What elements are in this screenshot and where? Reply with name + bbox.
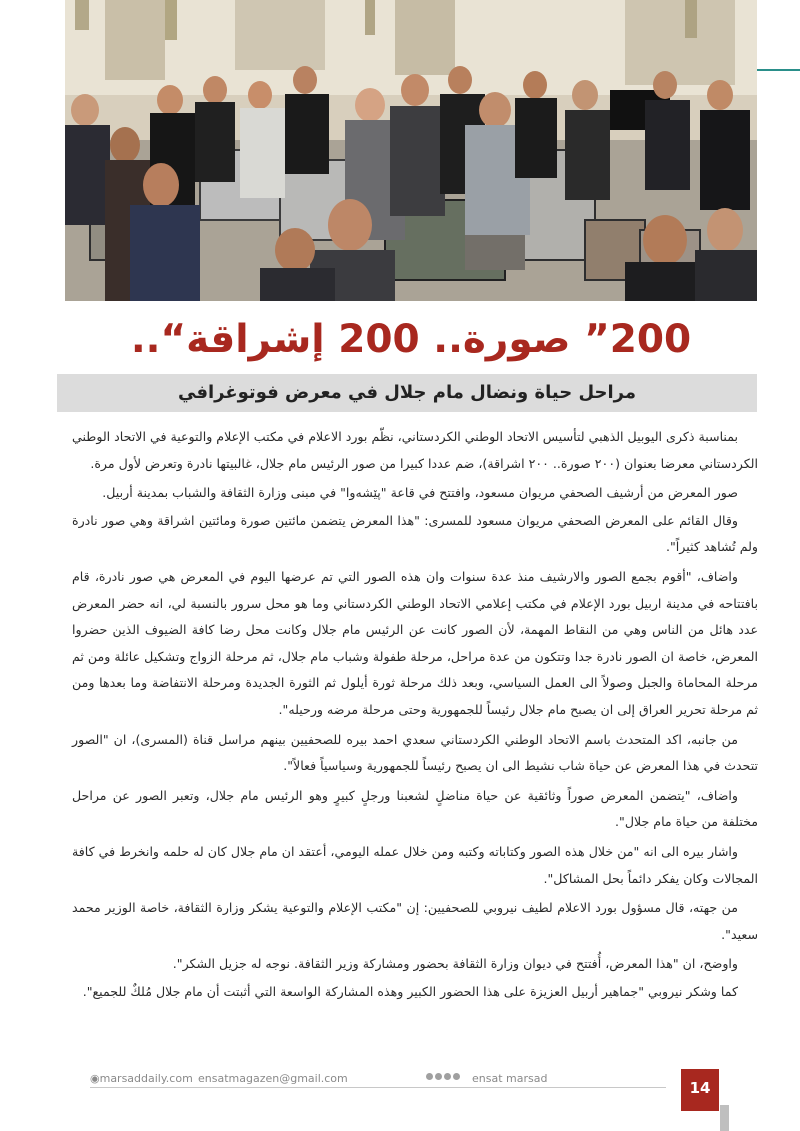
paragraph: صور المعرض من أرشيف الصحفي مريوان مسعود، وافتتح في قاعة "پێشەوا" في مبنى وزارة الثقافة والشباب بمدينة أربيل.	[102, 485, 738, 501]
facebook-icon[interactable]	[426, 1073, 433, 1080]
article-body	[72, 424, 758, 1008]
article-subheading: مراحل حياة ونضال مام جلال في معرض فوتوغرافي	[177, 382, 637, 403]
decorative-rule	[757, 69, 800, 71]
footer-email[interactable]: ensatmagazen@gmail.com	[198, 1072, 348, 1085]
paragraph: من جهته، قال مسؤول بورد الاعلام لطيف نيروبي للصحفيين: إن "مكتب الإعلام والتوعية يشكر وزارة الثقافة، خاصة الوزير محمد سعيد".	[72, 900, 758, 942]
paragraph: واشار بيره الى انه "من خلال هذه الصور وكتاباته وكتبه ومن خلال عمله اليومي، أعتقد ان مام جلال كان له حلمه وانخرط في كافة المجالات وكان يفكر دائماً بحل المشاكل".	[72, 843, 758, 886]
paragraph: بمناسبة ذكرى اليوبيل الذهبي لتأسيس الاتحاد الوطني الكردستاني، نظّم بورد الاعلام في مكتب الإعلام والتوعية في الاتحاد الوطني الكردستاني معرضا بعنوان (٢٠٠ صورة.. ٢٠٠ اشراقة)، ضم عددا كبيرا من صور الرئيس مام جلال، غالبيتها نادرة وتعرض لأول مرة.	[72, 429, 758, 471]
paragraph: واضاف، "يتضمن المعرض صوراً وثائقية عن حياة مناضلٍ لشعبنا ورجلٍ كبيرٍ وهو الرئيس مام جلال، وتعبر الصور عن مراحل مختلفة من حياة مام جلال".	[72, 787, 758, 830]
paragraph: وقال القائم على المعرض الصحفي مريوان مسعود للمسرى: "هذا المعرض يتضمن مائتين صورة ومائتين اشراقة وهي صور نادرة ولم تُشاهد كثيراً".	[72, 512, 758, 555]
footer-social-handle: ensat marsad	[472, 1072, 548, 1085]
page-corner-decoration	[720, 1105, 729, 1131]
footer-divider	[90, 1087, 666, 1088]
paragraph: من جانبه، اكد المتحدث باسم الاتحاد الوطني الكردستاني سعدي احمد بيره للصحفيين بينهم مراسل قناة (المسرى)، ان "الصور تتحدث في هذا المعرض عن حياة شاب نشيط الى ان يصبح رئيساً للجمهورية وسياسياً فعالاً".	[72, 731, 758, 774]
youtube-icon[interactable]	[444, 1073, 451, 1080]
page-number: 14	[681, 1069, 719, 1111]
paragraph: واوضح، ان "هذا المعرض، أُفتتح في ديوان وزارة الثقافة بحضور ومشاركة وزير الثقافة. نوجه له جزيل الشكر".	[172, 956, 738, 972]
paragraph: كما وشكر نيروبي "جماهير أربيل العزيزة على هذا الحضور الكبير وهذه المشاركة الواسعة التي أثبتت أن مام جلال مُلكٌ للجميع".	[82, 983, 738, 999]
footer-social-icons	[426, 1073, 460, 1080]
exhibition-photo	[65, 0, 757, 301]
instagram-icon[interactable]	[453, 1073, 460, 1080]
footer-website[interactable]: ◉marsaddaily.com	[90, 1072, 193, 1085]
article-headline: 200” صورة.. 200 إشراقة“..	[130, 317, 692, 362]
page-footer	[90, 1065, 666, 1093]
paragraph: واضاف، "أقوم بجمع الصور والارشيف منذ عدة سنوات وان هذه الصور التي تم عرضها اليوم في المعرض هي صور نادرة، قام بافتتاحه في مدينة اربيل بورد الإعلام في مكتب إعلامي الاتحاد الوطني الكردستاني وما هو محل سرور بالنسبة لي، انه حضر المعرض عدد هائل من الناس وهي من النقاط المهمة، لأن الصور كانت عن الرئيس مام جلال وكانت محل رضا كافة الضيوف الذين حضروا المعرض، خاصة ان الصور نادرة جدا وتتكون من عدة مراحل، مرحلة طفولة وشباب مام جلال، ثم مرحلة الزواج وتشكيل عائلة ومن ثم مرحلة المحاماة والجبل وصولاً الى العمل السياسي، وبعد ذلك مرحلة ثورة أيلول ثم الثورة الجديدة ومرحلة الانتفاضة وما بعدها ومن ثم مرحلة تحرير العراق إلى ان يصبح مام جلال رئيساً للجمهورية وحتى مرحلة مرضه ورحيله".	[72, 568, 758, 717]
twitter-icon[interactable]	[435, 1073, 442, 1080]
